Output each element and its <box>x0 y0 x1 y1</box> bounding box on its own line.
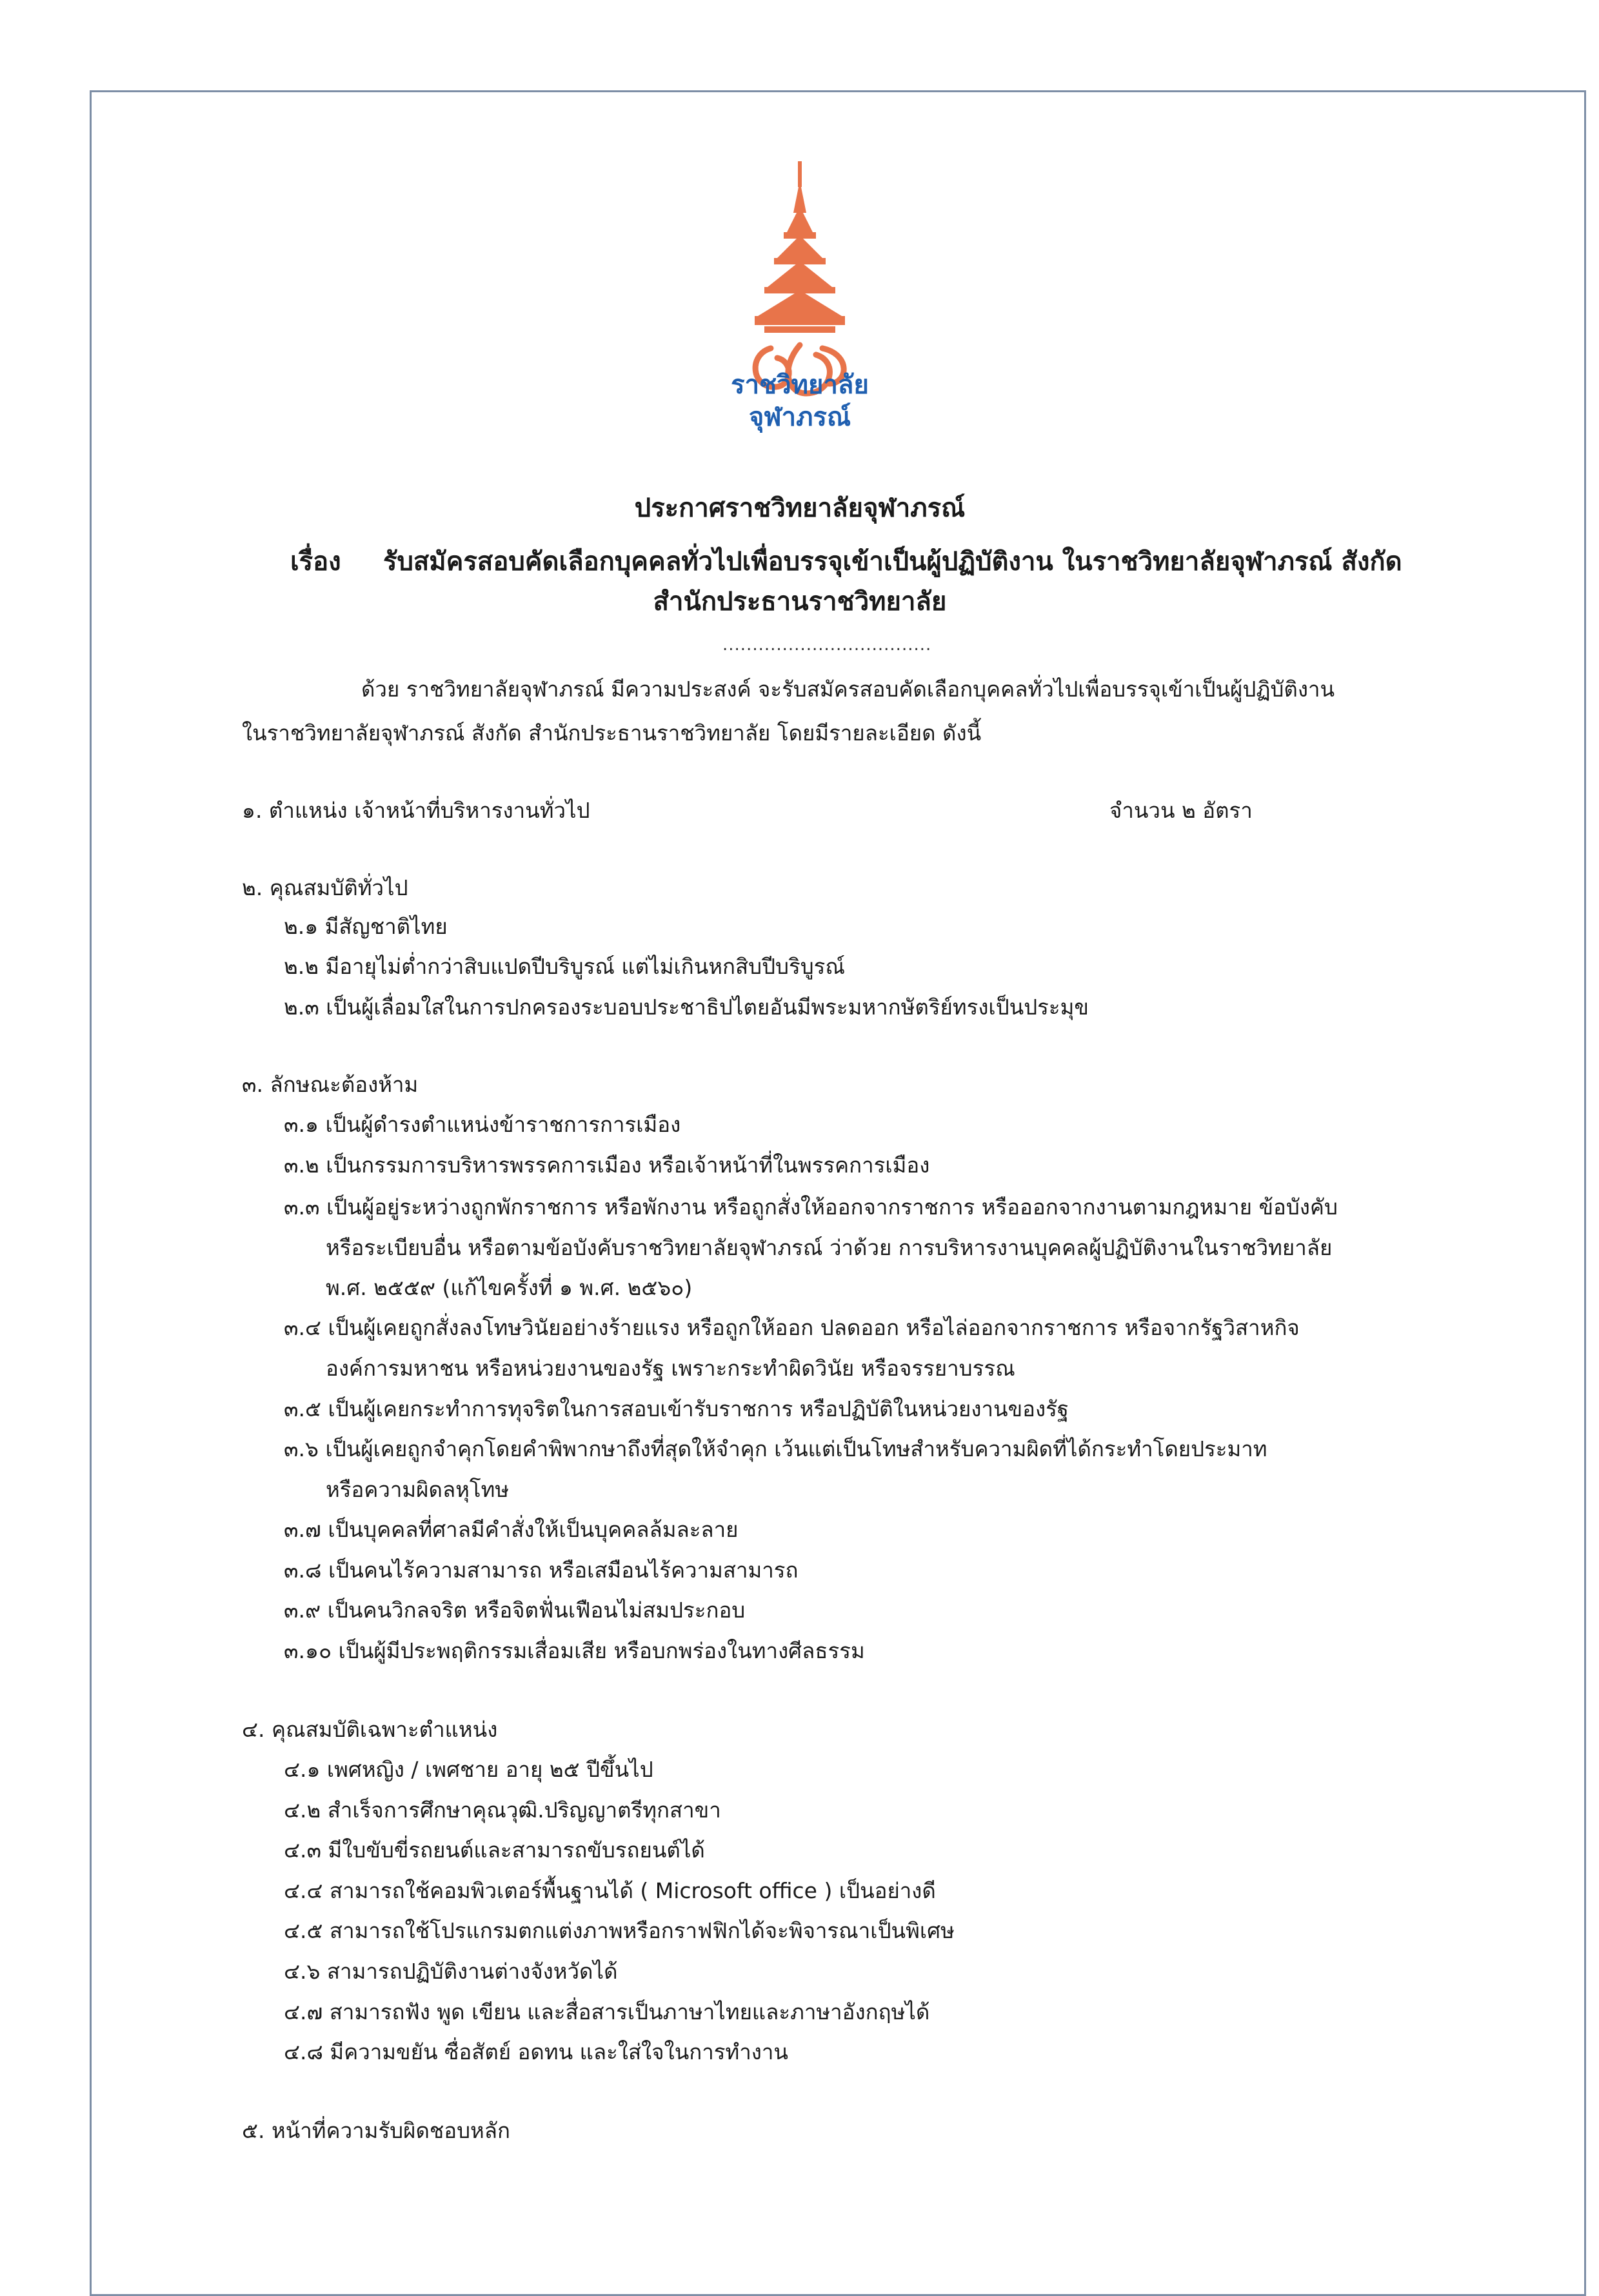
list-item: ๔.๓ มีใบขับขี่รถยนต์และสามารถขับรถยนต์ได้ <box>284 1837 705 1863</box>
logo-line-1: ราชวิทยาลัย <box>731 370 869 400</box>
list-item: ๔.๘ มีความขยัน ซื่อสัตย์ อดทน และใส่ใจในการทำงาน <box>284 2039 788 2064</box>
list-item: ๓.๔ เป็นผู้เคยถูกสั่งลงโทษวินัยอย่างร้ายแรง หรือถูกให้ออก ปลดออก หรือไล่ออกจากราชการ หรือจากรัฐวิสาหกิจ <box>284 1315 1300 1340</box>
intro-line-1: ด้วย ราชวิทยาลัยจุฬาภรณ์ มีความประสงค์ จะรับสมัครสอบคัดเลือกบุคคลทั่วไปเพื่อบรรจุเข้าเป็นผู้ปฏิบัติงาน <box>361 677 1335 702</box>
section-4-heading: ๔. คุณสมบัติเฉพาะตำแหน่ง <box>242 1717 498 1742</box>
position-quota: จำนวน ๒ อัตรา <box>1109 798 1253 823</box>
logo-line-2: จุฬาภรณ์ <box>748 402 851 432</box>
header-divider: ................................... <box>722 635 932 655</box>
list-item: ๓.๙ เป็นคนวิกลจริต หรือจิตฟั่นเฟือนไม่สมประกอบ <box>284 1598 746 1623</box>
list-item: ๒.๓ เป็นผู้เลื่อมใสในการปกครองระบอบประชาธิปไตยอันมีพระมหากษัตริย์ทรงเป็นประมุข <box>284 995 1089 1020</box>
university-name-logo <box>697 369 903 433</box>
list-item: ๓.๘ เป็นคนไร้ความสามารถ หรือเสมือนไร้ความสามารถ <box>284 1558 799 1583</box>
list-item-continuation: หรือความผิดลหุโทษ <box>326 1477 510 1502</box>
subject-line-2: สำนักประธานราชวิทยาลัย <box>653 587 947 617</box>
list-item: ๓.๓ เป็นผู้อยู่ระหว่างถูกพักราชการ หรือพักงาน หรือถูกสั่งให้ออกจากราชการ หรือออกจากงานตามกฎหมาย ข้อบังคับ <box>284 1194 1338 1220</box>
list-item-continuation: องค์การมหาชน หรือหน่วยงานของรัฐ เพราะกระทำผิดวินัย หรือจรรยาบรรณ <box>326 1356 1015 1381</box>
section-2-heading: ๒. คุณสมบัติทั่วไป <box>242 875 408 900</box>
list-item: ๔.๒ สำเร็จการศึกษาคุณวุฒิ.ปริญญาตรีทุกสาขา <box>284 1797 721 1823</box>
list-item: ๔.๗ สามารถฟัง พูด เขียน และสื่อสารเป็นภาษาไทยและภาษาอังกฤษได้ <box>284 1999 930 2024</box>
list-item: ๔.๔ สามารถใช้คอมพิวเตอร์พื้นฐานได้ ( Microsoft office ) เป็นอย่างดี <box>284 1878 936 1903</box>
list-item: ๔.๖ สามารถปฏิบัติงานต่างจังหวัดได้ <box>284 1959 618 1984</box>
subject-line-1: รับสมัครสอบคัดเลือกบุคคลทั่วไปเพื่อบรรจุเข้าเป็นผู้ปฏิบัติงาน ในราชวิทยาลัยจุฬาภรณ์ สังกัด <box>383 547 1402 577</box>
list-item: ๓.๑๐ เป็นผู้มีประพฤติกรรมเสื่อมเสีย หรือบกพร่องในทางศีลธรรม <box>284 1638 865 1663</box>
list-item: ๒.๑ มีสัญชาติไทย <box>284 914 448 939</box>
list-item: ๓.๑ เป็นผู้ดำรงตำแหน่งข้าราชการการเมือง <box>284 1112 681 1137</box>
list-item: ๒.๒ มีอายุไม่ต่ำกว่าสิบแปดปีบริบูรณ์ แต่ไม่เกินหกสิบปีบริบูรณ์ <box>284 954 846 979</box>
list-item-continuation: พ.ศ. ๒๕๕๙ (แก้ไขครั้งที่ ๑ พ.ศ. ๒๕๖๐) <box>326 1275 693 1300</box>
intro-line-2: ในราชวิทยาลัยจุฬาภรณ์ สังกัด สำนักประธานราชวิทยาลัย โดยมีรายละเอียด ดังนี้ <box>242 720 982 746</box>
list-item: ๔.๕ สามารถใช้โปรแกรมตกแต่งภาพหรือกราฟฟิกได้จะพิจารณาเป็นพิเศษ <box>284 1918 955 1943</box>
list-item-continuation: หรือระเบียบอื่น หรือตามข้อบังคับราชวิทยาลัยจุฬาภรณ์ ว่าด้วย การบริหารงานบุคคลผู้ปฏิบัติงานในราชวิทยาลัย <box>326 1235 1333 1260</box>
announcement-title: ประกาศราชวิทยาลัยจุฬาภรณ์ <box>634 493 966 523</box>
section-1-heading: ๑. ตำแหน่ง เจ้าหน้าที่บริหารงานทั่วไป <box>242 798 590 823</box>
section-5-heading: ๕. หน้าที่ความรับผิดชอบหลัก <box>242 2118 510 2143</box>
list-item: ๓.๕ เป็นผู้เคยกระทำการทุจริตในการสอบเข้ารับราชการ หรือปฏิบัติในหน่วยงานของรัฐ <box>284 1396 1069 1421</box>
list-item: ๓.๒ เป็นกรรมการบริหารพรรคการเมือง หรือเจ้าหน้าที่ในพรรคการเมือง <box>284 1153 930 1178</box>
list-item: ๔.๑ เพศหญิง / เพศชาย อายุ ๒๕ ปีขึ้นไป <box>284 1757 653 1782</box>
list-item: ๓.๖ เป็นผู้เคยถูกจำคุกโดยคำพิพากษาถึงที่สุดให้จำคุก เว้นแต่เป็นโทษสำหรับความผิดที่ได้กระทำโดยประมาท <box>284 1436 1267 1461</box>
subject-label: เรื่อง <box>290 547 341 577</box>
section-3-heading: ๓. ลักษณะต้องห้าม <box>242 1072 419 1097</box>
list-item: ๓.๗ เป็นบุคคลที่ศาลมีคำสั่งให้เป็นบุคคลล้มละลาย <box>284 1517 739 1542</box>
